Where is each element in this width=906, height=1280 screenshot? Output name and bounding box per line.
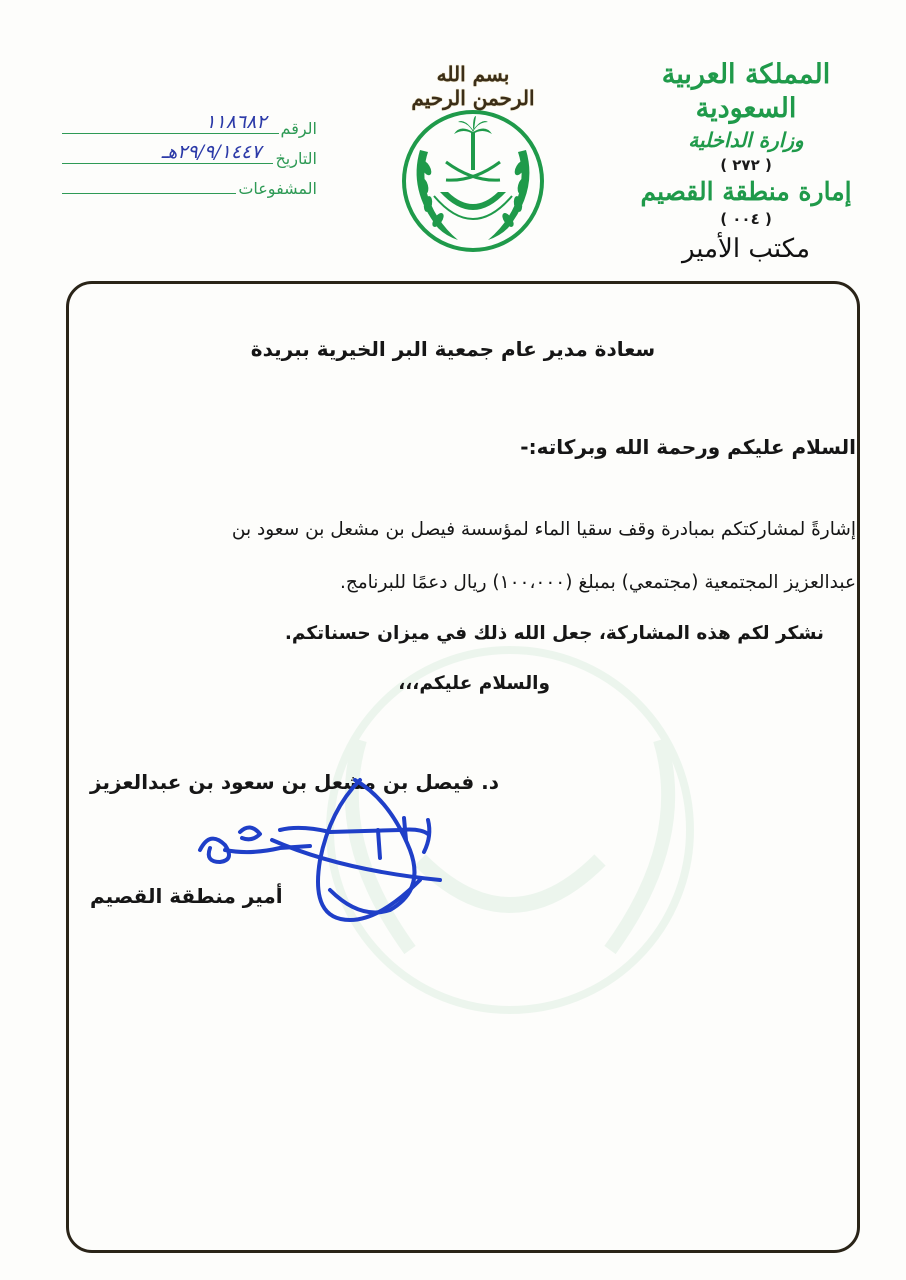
field-label: التاريخ — [275, 149, 317, 168]
greeting: السلام عليكم ورحمة الله وبركاته:- — [520, 435, 856, 459]
kingdom-name: المملكة العربية السعودية — [661, 59, 831, 124]
body-line-1: إشارةً لمشاركتكم بمبادرة وقف سقيا الماء لمؤسسة فيصل بن مشعل بن سعود بن — [231, 519, 856, 540]
reference-number: ١١٨٦٨٢ — [205, 111, 267, 133]
field-attachments — [62, 172, 317, 198]
field-date — [62, 142, 317, 168]
body-paragraph — [96, 503, 856, 609]
office-name: مكتب الأمير — [681, 234, 811, 264]
basmala: بسم الله الرحمن الرحيم — [411, 62, 535, 110]
field-line — [62, 143, 273, 164]
body-line-2: عبدالعزيز المجتمعية (مجتمعي) بمبلغ (١٠٠،٠٠٠) ريال دعمًا للبرنامج. — [339, 572, 856, 593]
signer-title: أمير منطقة القصيم — [90, 884, 283, 908]
closing-line: والسلام عليكم،،، — [398, 673, 550, 694]
reference-date: ٢٩/٩/١٤٤٧هـ — [161, 141, 262, 163]
field-label: المشفوعات — [238, 179, 317, 198]
ministry-code: ( ٢٧٢ ) — [720, 156, 772, 174]
signature-icon — [180, 770, 460, 930]
saudi-emblem-icon — [398, 110, 548, 252]
field-line — [62, 173, 236, 194]
reference-fields — [62, 112, 317, 202]
letterhead-right — [616, 58, 876, 266]
recipient-line: سعادة مدير عام جمعية البر الخيرية ببريدة — [250, 337, 656, 361]
emirate-code: ( ٠٠٤ ) — [720, 210, 772, 228]
field-number — [62, 112, 317, 138]
ministry-name: وزارة الداخلية — [688, 128, 804, 152]
signer-name: د. فيصل بن مشعل بن سعود بن عبدالعزيز — [90, 770, 500, 794]
emirate-name: إمارة منطقة القصيم — [640, 177, 852, 206]
thanks-line: نشكر لكم هذه المشاركة، جعل الله ذلك في ميزان حسناتكم. — [284, 623, 824, 644]
field-label: الرقم — [280, 119, 317, 138]
field-line — [62, 113, 279, 134]
